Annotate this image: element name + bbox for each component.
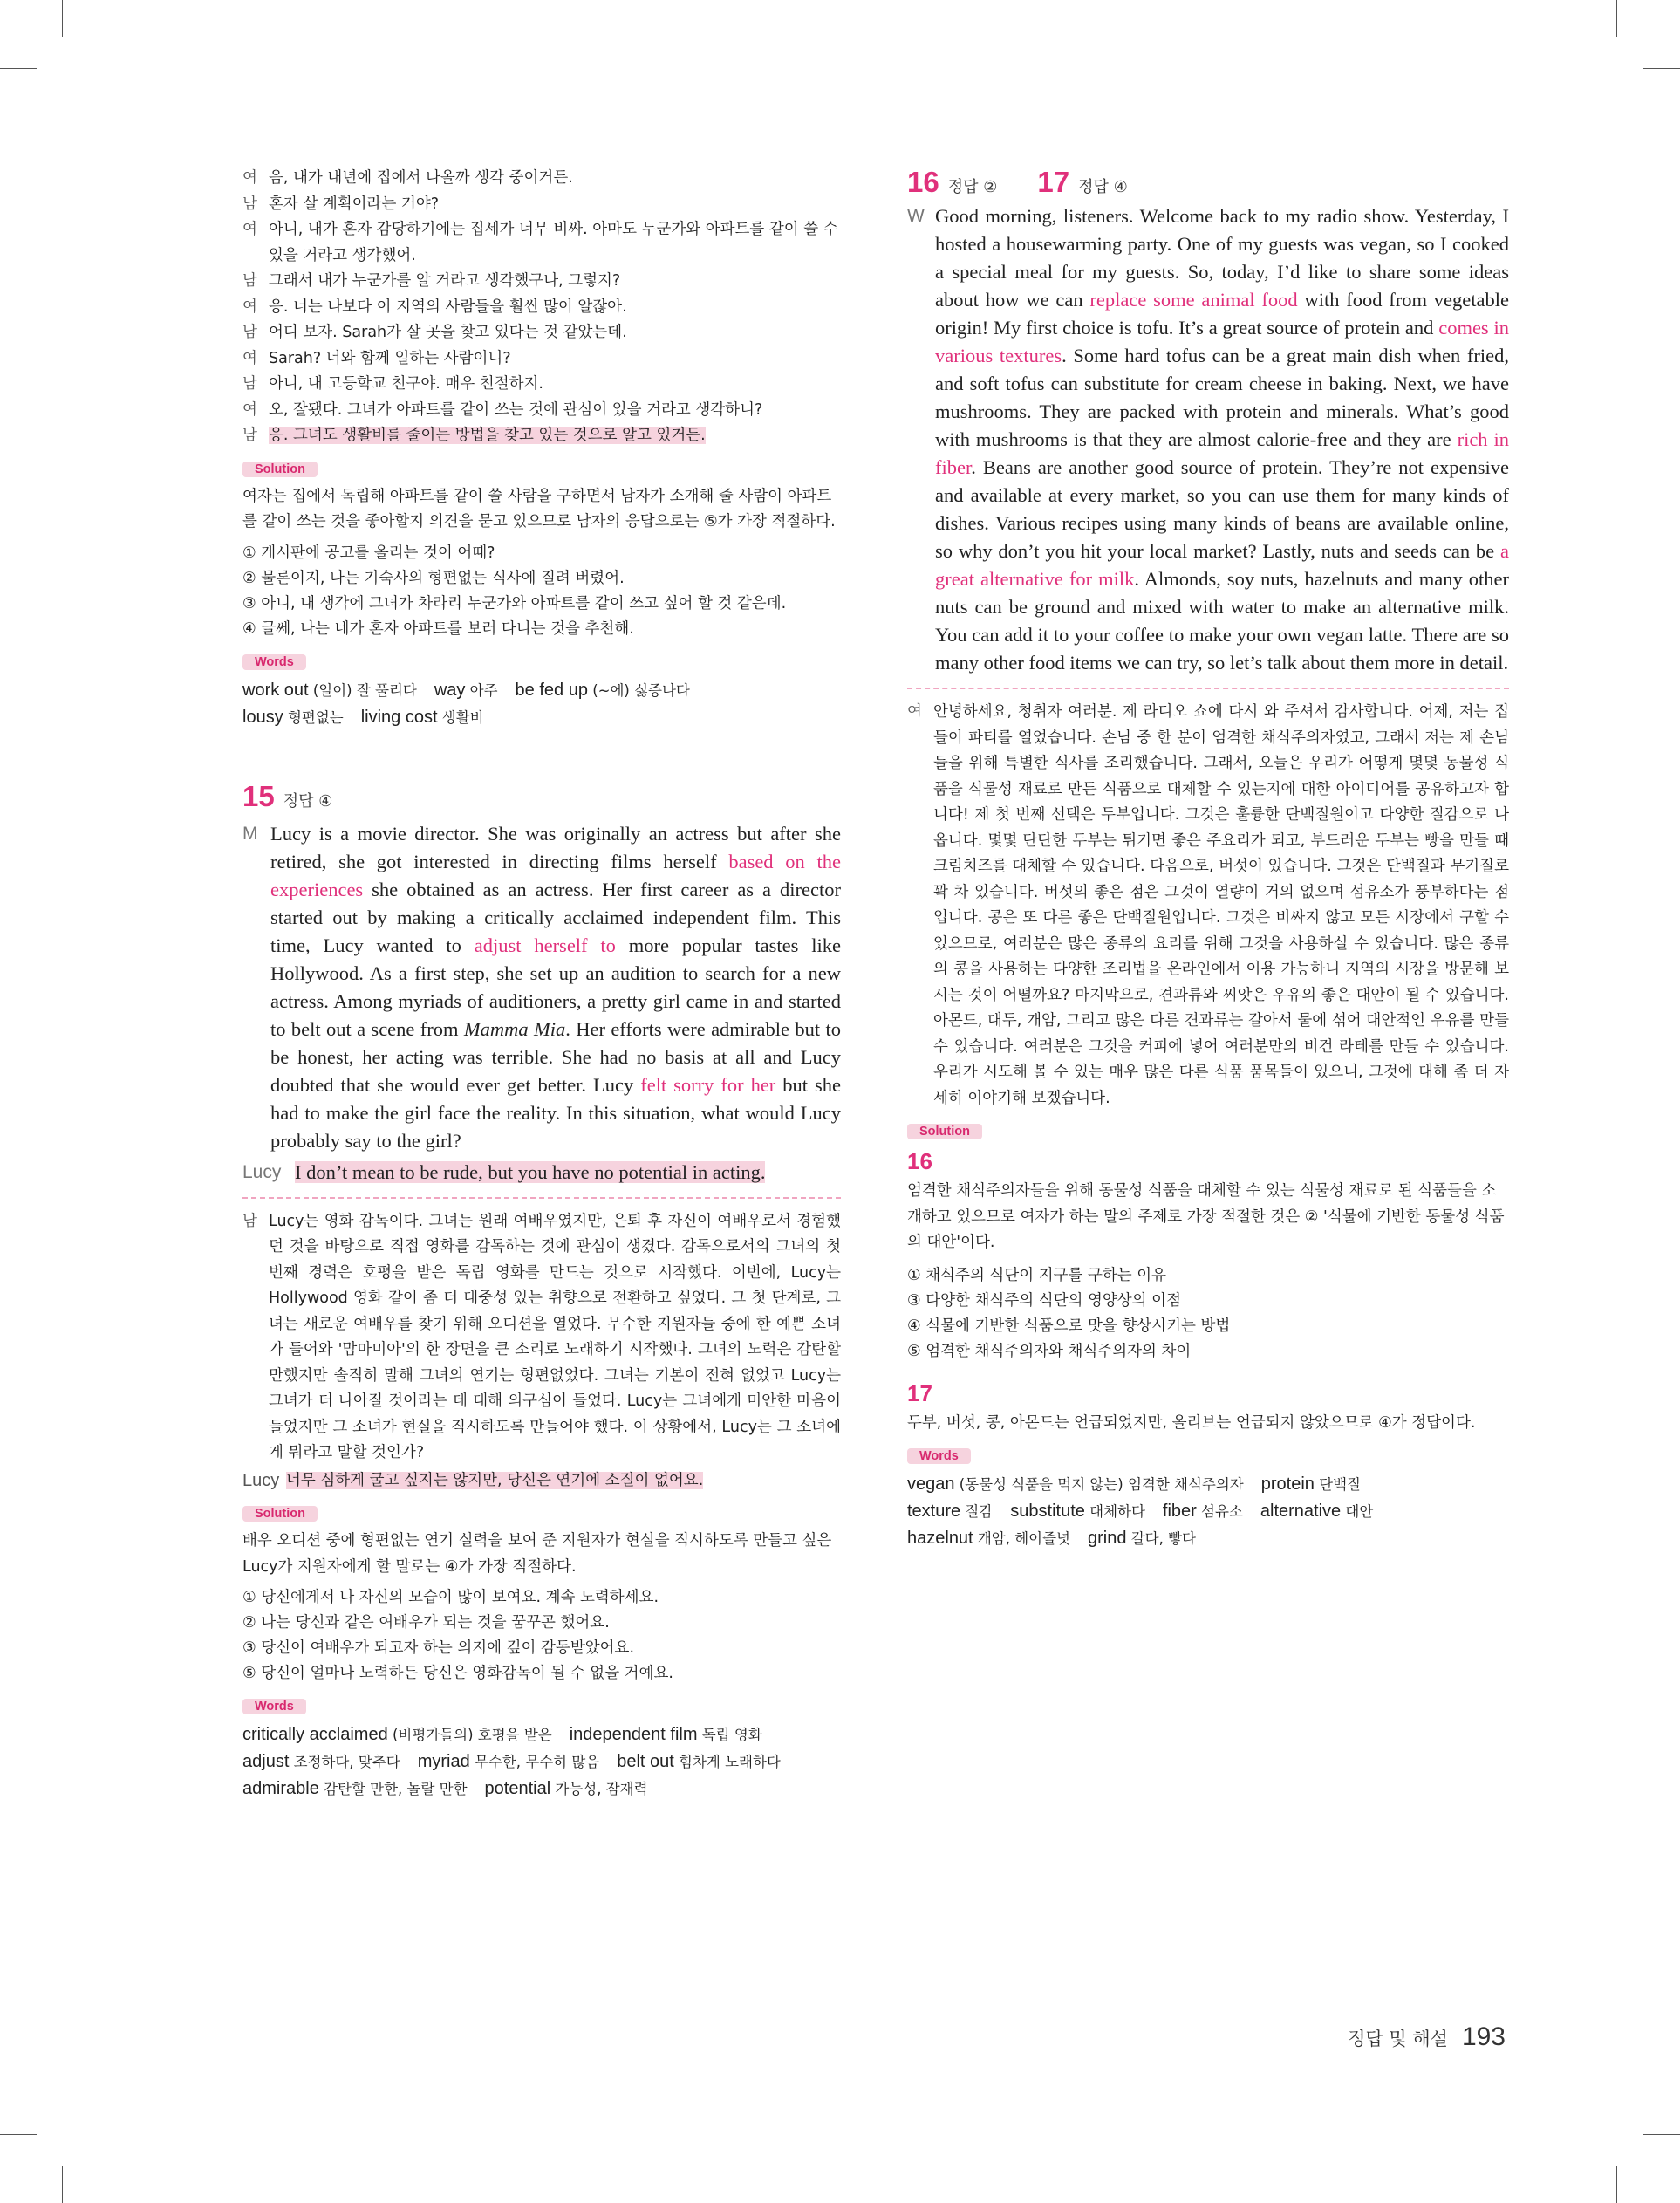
solution-text: 엄격한 채식주의자들을 위해 동물성 식품을 대체할 수 있는 식물성 재료로 된 식품들을 소개하고 있으므로 여자가 하는 말의 주제로 가장 적절한 것은 ② '식물에 기반한 동물성 식품의 대안'이다. <box>907 1182 1505 1251</box>
speaker-label: 남 <box>242 195 257 213</box>
dialogue-text <box>269 423 841 449</box>
dialogue-text <box>269 346 841 373</box>
script-segment: . Some hard tofus can be a great main dish when fried, and soft tofus can substitute for cream cheese in baking. Next, we have mushrooms. They are packed with protein and minerals. What’s good with mushrooms is that they are almost calorie-free and they are <box>935 345 1509 450</box>
word-term: vegan <box>907 1474 955 1494</box>
words-line <box>242 704 841 731</box>
word-term: hazelnut <box>907 1529 973 1548</box>
word-term: way <box>434 680 466 700</box>
dialogue-line <box>242 398 841 424</box>
crop-mark <box>62 0 63 37</box>
crop-mark <box>1643 2134 1680 2135</box>
word-meaning: 대체하다 <box>1084 1503 1145 1520</box>
script-segment: based on the experiences <box>270 850 842 900</box>
crop-mark <box>0 2134 37 2135</box>
answer-option: ④ 글쎄, 나는 네가 혼자 아파트를 보러 다니는 것을 추천해. <box>242 619 634 638</box>
word-term: living cost <box>360 707 438 727</box>
script-segment: adjust herself to <box>474 934 616 956</box>
script-segment: but she had to make the girl face the reality. In this situation, what would Lucy probably say to the girl? <box>270 1073 841 1152</box>
speaker-label: 여 <box>242 169 257 187</box>
speaker-label: 남 <box>242 272 257 290</box>
lucy-answer: I don’t mean to be rude, but you have no potential in acting. <box>295 1160 766 1183</box>
solution-text: 여자는 집에서 독립해 아파트를 같이 쓸 사람을 구하면서 남자가 소개해 줄 사람이 아파트를 같이 쓰는 것을 좋아할지 의견을 묻고 있으므로 남자의 응답으로는 ⑤가 가장 적절하다. <box>242 487 836 530</box>
answer-option: ① 채식주의 식단이 지구를 구하는 이유 <box>907 1266 1167 1284</box>
word-term: belt out <box>617 1752 674 1771</box>
answer-option: ⑤ 당신이 얼마나 노력하든 당신은 영화감독이 될 수 없을 거예요. <box>242 1665 673 1682</box>
script-segment: more popular tastes like Hollywood. As a first step, she set up an audition to search for a new actress. Among myriads of auditioners, a pretty girl came in and started to belt out a scene from <box>270 934 841 1040</box>
words-tag: Words <box>242 1699 306 1714</box>
script-segment: Good morning, listeners. Welcome back to my radio show. Yesterday, I hosted a housewarming party. One of my guests was vegan, so I cooked a special meal for my guests. So, today, I’d like to share some ideas about how we can <box>935 205 1509 311</box>
solution-number: 17 <box>907 1379 932 1406</box>
script-text <box>935 202 1509 677</box>
dialogue-line <box>242 269 841 295</box>
solution-tag: Solution <box>907 1124 982 1139</box>
divider <box>907 688 1509 689</box>
speaker-label: 여 <box>242 221 257 238</box>
speaker-label: M <box>242 823 258 844</box>
speaker-label: 여 <box>242 349 257 367</box>
dialogue-text <box>269 269 841 295</box>
words-line <box>242 1748 841 1775</box>
answer-label: 정답 ④ <box>283 791 333 811</box>
word-term: protein <box>1260 1474 1315 1494</box>
answer-option: ④ 식물에 기반한 식품으로 맛을 향상시키는 방법 <box>907 1317 1231 1335</box>
word-term: substitute <box>1010 1502 1085 1521</box>
dialogue-line <box>242 320 841 346</box>
speaker-label: 여 <box>242 298 257 316</box>
script-segment: . Her efforts were admirable but to be honest, her acting was terrible. She had no basis at all and Lucy doubted that she would ever get better. Lucy <box>270 1017 842 1096</box>
words-line <box>907 1525 1509 1552</box>
footer-label: 정답 및 해설 <box>1348 2029 1448 2049</box>
dialogue-text-span: Sarah? 너와 함께 일하는 사람이니? <box>269 349 511 367</box>
script-15 <box>242 820 841 1155</box>
dialogue-text-span: 아니, 내 고등학교 친구야. 매우 친절하지. <box>269 375 543 393</box>
words-line <box>242 1775 841 1803</box>
translation-text: 안녕하세요, 청취자 여러분. 제 라디오 쇼에 다시 와 주셔서 감사합니다. 어제, 저는 집들이 파티를 열었습니다. 손님 중 한 분이 엄격한 채식주의자였고, 그래서 저는 제 손님들을 위해 특별한 식사를 조리했습니다. 그래서, 오늘은 우리가 어떻게 몇몇 동물성 식품을 식물성 재료로 만든 식품으로 대체할 수 있는지에 대한 아이디어를 공유하고자 합니다! 제 첫 번째 선택은 두부입니다. 그것은 훌륭한 단백질원이고 다양한 질감으로 나옵니다. 몇몇 단단한 두부는 튀기면 좋은 주요리가 되고, 부드러운 두부는 빵을 만들 때 크림치즈를 대체할 수 있습니다. 다음으로, 버섯이 있습니다. 그것은 단백질과 무기질로 꽉 차 있습니다. 버섯의 좋은 점은 그것이 열량이 거의 없으며 섬유소가 풍부하다는 점입니다. 콩은 또 다른 좋은 단백질원입니다. 그것은 비싸지 않고 모든 시장에서 구할 수 있으므로, 여러분은 많은 종류의 요리를 위해 그것을 사용하실 수 있습니다. 많은 종류의 콩을 사용하는 다양한 조리법을 온라인에서 이용 가능하니 지역의 시장을 방문해 보시는 것이 어떨까요? 마지막으로, 견과류와 씨앗은 우유의 좋은 대안이 될 수 있습니다. 아몬드, 대두, 개암, 그리고 많은 다른 견과류는 갈아서 물에 섞어 대안적인 우유를 만들 수 있습니다. 여러분은 그것을 커피에 넣어 여러분만의 비건 라테를 만들 수 있습니다. 우리가 시도해 볼 수 있는 매우 많은 다른 식품 품목들이 있으니, 그것에 대해 좀 더 자세히 이야기해 보겠습니다. <box>933 703 1509 1107</box>
dialogue-text <box>269 217 841 269</box>
dialogue-text-span: 음, 내가 내년에 집에서 나올까 생각 중이거든. <box>269 169 573 187</box>
speaker-label: W <box>907 206 925 226</box>
question-15-header <box>242 780 841 813</box>
words-list <box>242 677 841 731</box>
word-meaning: 단백질 <box>1314 1476 1361 1493</box>
word-term: myriad <box>417 1752 470 1771</box>
word-meaning: 질감 <box>960 1503 994 1520</box>
word-meaning: (비평가들의) 호평을 받은 <box>387 1727 552 1743</box>
page-number: 193 <box>1461 2022 1506 2051</box>
script-segment: she obtained as an actress. Her first career as a director started out by making a critically acclaimed independent film. This time, Lucy wanted to <box>270 878 841 956</box>
word-term: independent film <box>569 1725 698 1744</box>
crop-mark <box>1643 68 1680 69</box>
dialogue-text <box>269 320 841 346</box>
dialogue-text-span: 혼자 살 계획이라는 거야? <box>269 195 440 213</box>
script-segment: a great alternative for milk <box>935 540 1509 590</box>
word-term: grind <box>1088 1529 1127 1548</box>
translation-16-17 <box>907 700 1509 1112</box>
speaker-label: 여 <box>242 400 257 419</box>
crop-mark <box>0 68 37 69</box>
solution-number: 16 <box>907 1148 932 1174</box>
answer-option: ③ 당신이 여배우가 되고자 하는 의지에 깊이 감동받았어요. <box>242 1639 635 1657</box>
dialogue-14 <box>242 166 841 449</box>
dialogue-text-span: 그래서 내가 누군가를 알 거라고 생각했구나, 그렇지? <box>269 272 621 290</box>
speaker-label: Lucy <box>242 1470 280 1490</box>
words-tag: Words <box>242 654 306 670</box>
answer-option: ③ 아니, 내 생각에 그녀가 차라리 누군가와 아파트를 같이 쓰고 싶어 할 것 같은데. <box>242 594 787 612</box>
answer-option: ① 게시판에 공고를 올리는 것이 어때? <box>242 544 495 562</box>
dialogue-text <box>269 166 841 192</box>
word-meaning: 아주 <box>465 681 498 699</box>
dialogue-text-span: 아니, 내가 혼자 감당하기에는 집세가 너무 비싸. 아마도 누군가와 아파트를 같이 쓸 수 있을 거라고 생각했어. <box>269 221 838 264</box>
answer-label: 정답 ④ <box>1078 178 1128 196</box>
dialogue-text-span: 어디 보자. Sarah가 살 곳을 찾고 있다는 것 같았는데. <box>269 324 627 341</box>
dialogue-line <box>242 295 841 321</box>
word-meaning: (~에) 싫증나다 <box>587 681 690 699</box>
solution-tag: Solution <box>242 462 318 477</box>
solution-options <box>907 1263 1509 1365</box>
question-number: 17 <box>1037 166 1070 198</box>
answer-option: ① 당신에게서 나 자신의 모습이 많이 보여요. 계속 노력하세요. <box>242 1589 659 1606</box>
question-number: 16 <box>907 166 939 198</box>
word-term: alternative <box>1260 1502 1342 1521</box>
speaker-label: Lucy <box>242 1161 282 1182</box>
dialogue-text <box>269 372 841 398</box>
lucy-line <box>242 1159 841 1187</box>
dialogue-line <box>242 166 841 192</box>
words-line <box>907 1471 1509 1498</box>
dialogue-text <box>269 295 841 321</box>
script-text <box>270 820 841 1155</box>
speaker-label: 여 <box>907 703 922 721</box>
crop-mark <box>1616 0 1617 37</box>
word-meaning: 가능성, 잠재력 <box>550 1781 648 1797</box>
divider <box>242 1197 841 1199</box>
answer-option: ⑤ 엄격한 채식주의자와 채식주의자의 차이 <box>907 1342 1192 1360</box>
solution-tag: Solution <box>242 1506 318 1522</box>
word-meaning: 형편없는 <box>283 708 344 726</box>
script-segment: felt sorry for her <box>640 1073 776 1096</box>
script-16-17 <box>907 202 1509 677</box>
question-16-17-header <box>907 166 1509 199</box>
word-meaning: 힘차게 노래하다 <box>673 1754 781 1770</box>
dialogue-line <box>242 372 841 398</box>
dialogue-text <box>269 192 841 218</box>
word-term: admirable <box>242 1779 319 1798</box>
answer-label: 정답 ② <box>947 178 998 196</box>
script-segment: with food from vegetable origin! My first choice is tofu. It’s a great source of protein and <box>935 289 1510 339</box>
words-line <box>907 1498 1509 1525</box>
translation-lucy <box>242 1468 841 1495</box>
speaker-label: 남 <box>242 427 257 444</box>
crop-mark <box>1616 2166 1617 2203</box>
word-term: critically acclaimed <box>242 1725 388 1744</box>
dialogue-line <box>242 217 841 269</box>
right-column <box>907 166 1509 1552</box>
answer-option: ③ 다양한 채식주의 식단의 영양상의 이점 <box>907 1291 1181 1310</box>
left-column <box>242 166 841 1803</box>
script-segment: . Almonds, soy nuts, hazelnuts and many other nuts can be ground and mixed with water to make an alternative milk. You can add it to your coffee to make your own vegan latte. There are so many other food items we can try, so let’s talk about them more in detail. <box>935 568 1509 674</box>
words-list <box>242 1721 841 1803</box>
speaker-label: 남 <box>242 324 257 341</box>
dialogue-text-span: 응. 너는 나보다 이 지역의 사람들을 훨씬 많이 알잖아. <box>269 298 627 316</box>
word-term: lousy <box>242 707 283 727</box>
dialogue-line <box>242 192 841 218</box>
words-list <box>907 1471 1509 1552</box>
word-meaning: 무수한, 무수히 많음 <box>469 1754 600 1770</box>
word-meaning: 생활비 <box>437 708 484 726</box>
solution-text: 배우 오디션 중에 형편없는 연기 실력을 보여 준 지원자가 현실을 직시하도록 만들고 싶은 Lucy가 지원자에게 할 말로는 ④가 가장 적절하다. <box>242 1532 832 1576</box>
script-segment: Mamma Mia <box>463 1017 566 1040</box>
word-term: work out <box>242 680 309 700</box>
translation-15 <box>242 1209 841 1467</box>
solution-options <box>242 1585 841 1686</box>
word-meaning: 감탄할 만한, 놀랄 만한 <box>318 1781 468 1797</box>
dialogue-text-span: 응. 그녀도 생활비를 줄이는 방법을 찾고 있는 것으로 알고 있거든. <box>269 427 706 444</box>
words-line <box>242 677 841 704</box>
script-segment: . Beans are another good source of protein. They’re not expensive and available at every market, so you can use them for many kinds of dishes. Various recipes using many kinds of beans are available online, so why don’t you hit your local market? Lastly, nuts and seeds can be <box>935 456 1509 562</box>
question-number: 15 <box>242 779 275 812</box>
word-meaning: 조정하다, 맞추다 <box>289 1754 400 1770</box>
word-term: be fed up <box>515 680 588 700</box>
words-tag: Words <box>907 1448 971 1464</box>
dialogue-line <box>242 423 841 449</box>
script-segment: Lucy is a movie director. She was originally an actress but after she retired, she got interested in directing films herself <box>270 822 841 872</box>
speaker-label: 남 <box>242 375 257 393</box>
word-meaning: 개암, 헤이즐넛 <box>973 1530 1070 1547</box>
page-footer <box>1348 2022 1506 2052</box>
word-meaning: 독립 영화 <box>697 1727 762 1743</box>
script-segment: replace some animal food <box>1089 289 1298 311</box>
translation-lucy-text: 너무 심하게 굴고 싶지는 않지만, 당신은 연기에 소질이 없어요. <box>286 1471 704 1489</box>
crop-mark <box>62 2166 63 2203</box>
word-term: fiber <box>1162 1502 1197 1521</box>
solution-text: 두부, 버섯, 콩, 아몬드는 언급되었지만, 올리브는 언급되지 않았으므로 ④가 정답이다. <box>907 1413 1476 1432</box>
word-meaning: (동물성 식품을 먹지 않는) 엄격한 채식주의자 <box>954 1476 1244 1493</box>
translation-text: Lucy는 영화 감독이다. 그녀는 원래 여배우였지만, 은퇴 후 자신이 여배우로서 경험했던 것을 바탕으로 직접 영화를 감독하는 것에 관심이 생겼다. 감독으로서의 그녀의 첫 번째 경력은 호평을 받은 독립 영화를 만드는 것으로 시작했다. 이번에, Lucy는 Hollywood 영화 같이 좀 더 대중성 있는 취향으로 전환하고 싶었다. 그 첫 단계로, 그녀는 새로운 여배우를 찾기 위해 오디션을 열었다. 무수한 지원자들 중에 한 예쁜 소녀가 들어와 '맘마미아'의 한 장면을 큰 소리로 노래하기 시작했다. 그녀의 노력은 감탄할 만했지만 솔직히 말해 그녀의 연기는 형편없었다. 그녀는 기본이 전혀 없었고 Lucy는 그녀가 더 나아질 것이라는 데 대해 의구심이 들었다. Lucy는 그녀에게 미안한 마음이 들었지만 그 소녀가 현실을 직시하도록 만들어야 했다. 이 상황에서, Lucy는 그 소녀에게 뭐라고 말할 것인가? <box>269 1212 841 1461</box>
answer-option: ② 나는 당신과 같은 여배우가 되는 것을 꿈꾸곤 했어요. <box>242 1614 610 1632</box>
word-term: potential <box>484 1779 551 1798</box>
dialogue-text-span: 오, 잘됐다. 그녀가 아파트를 같이 쓰는 것에 관심이 있을 거라고 생각하니? <box>269 400 763 419</box>
word-meaning: (일이) 잘 풀리다 <box>308 681 417 699</box>
word-meaning: 섬유소 <box>1196 1503 1243 1520</box>
dialogue-text <box>269 398 841 424</box>
word-term: adjust <box>242 1752 290 1771</box>
solution-options <box>242 541 841 642</box>
word-meaning: 대안 <box>1341 1503 1374 1520</box>
script-segment: comes in various textures <box>935 317 1509 366</box>
script-segment: rich in fiber <box>935 428 1509 478</box>
word-term: texture <box>907 1502 961 1521</box>
dialogue-line <box>242 346 841 373</box>
words-line <box>242 1721 841 1748</box>
speaker-label: 남 <box>242 1212 257 1230</box>
answer-option: ② 물론이지, 나는 기숙사의 형편없는 식사에 질려 버렸어. <box>242 569 625 587</box>
word-meaning: 갈다, 빻다 <box>1126 1530 1196 1547</box>
